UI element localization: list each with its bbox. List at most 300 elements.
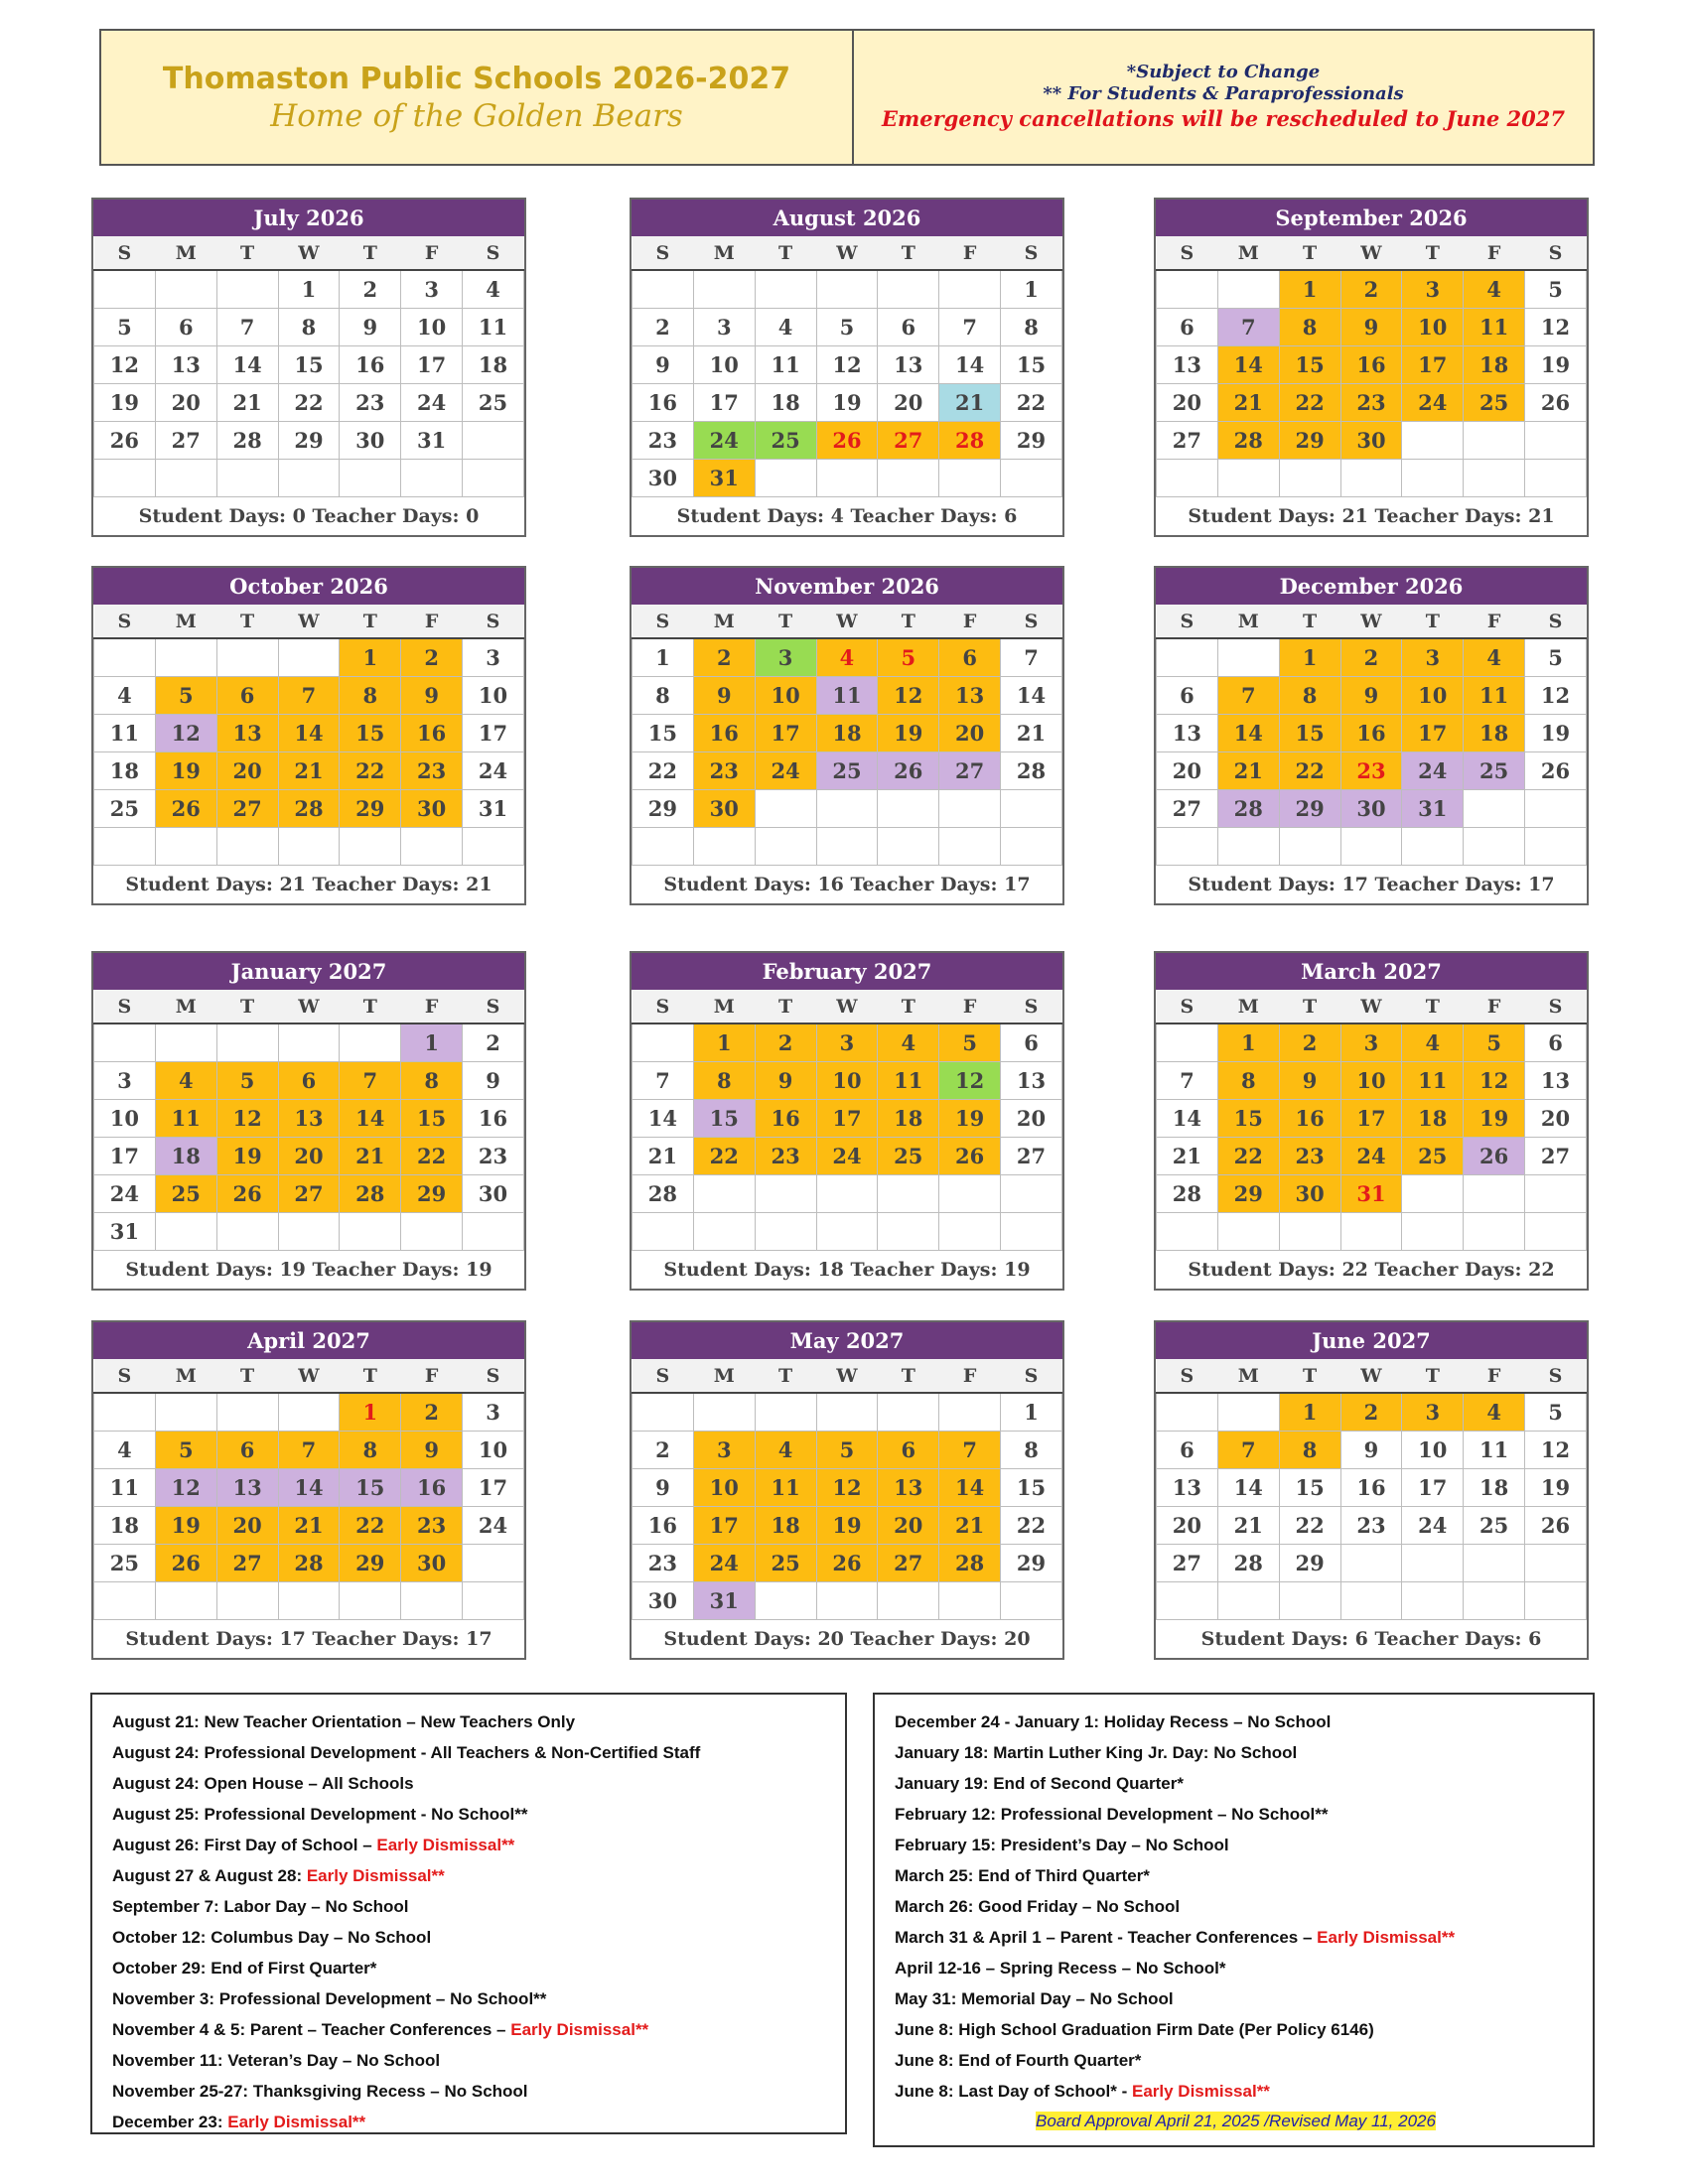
- header-banner: [99, 29, 1595, 166]
- day-cell: 8: [340, 677, 401, 715]
- day-cell: [1402, 1175, 1464, 1213]
- day-cell: 16: [1340, 715, 1402, 752]
- event-text: March 26: Good Friday – No School: [895, 1897, 1181, 1916]
- day-cell: [939, 790, 1001, 828]
- day-cell: [1001, 1582, 1062, 1620]
- day-cell: [816, 1393, 878, 1432]
- day-cell: 3: [1402, 638, 1464, 677]
- day-cell: 24: [816, 1138, 878, 1175]
- day-cell: [94, 828, 156, 866]
- event-item: [112, 1737, 829, 1768]
- event-early-dismissal: Early Dismissal**: [227, 2113, 366, 2131]
- weekday-header: T: [1279, 990, 1340, 1024]
- day-cell: 14: [633, 1100, 694, 1138]
- day-cell: 28: [1217, 1545, 1279, 1582]
- day-cell: 2: [463, 1024, 524, 1062]
- day-cell: 11: [1402, 1062, 1464, 1100]
- event-text: March 25: End of Third Quarter*: [895, 1866, 1150, 1885]
- day-cell: 16: [1279, 1100, 1340, 1138]
- day-cell: 19: [1464, 1100, 1525, 1138]
- subject-to-change-note: *Subject to Change: [1126, 62, 1321, 82]
- day-cell: 25: [1402, 1138, 1464, 1175]
- day-cell: [401, 828, 463, 866]
- day-cell: 22: [278, 384, 340, 422]
- event-text: June 8: End of Fourth Quarter*: [895, 2051, 1142, 2070]
- day-cell: 13: [878, 1469, 939, 1507]
- day-cell: 15: [1279, 1469, 1340, 1507]
- day-cell: 15: [693, 1100, 755, 1138]
- day-cell: 21: [1217, 384, 1279, 422]
- day-cell: [1157, 1024, 1218, 1062]
- day-cell: 29: [1279, 790, 1340, 828]
- weekday-header: T: [755, 990, 816, 1024]
- day-cell: 24: [1340, 1138, 1402, 1175]
- weekday-header: S: [463, 1359, 524, 1393]
- day-cell: [340, 1213, 401, 1251]
- day-cell: 10: [1340, 1062, 1402, 1100]
- day-cell: 17: [1402, 715, 1464, 752]
- day-cell: 20: [216, 1507, 278, 1545]
- day-cell: 26: [1525, 1507, 1587, 1545]
- day-cell: 21: [939, 384, 1001, 422]
- day-cell: 11: [94, 715, 156, 752]
- day-cell: 13: [1001, 1062, 1062, 1100]
- day-cell: 12: [878, 677, 939, 715]
- weekday-header: M: [1217, 236, 1279, 270]
- day-cell: 15: [1279, 715, 1340, 752]
- day-cell: 9: [1340, 309, 1402, 346]
- day-cell: [401, 1213, 463, 1251]
- day-cell: 26: [155, 1545, 216, 1582]
- day-cell: [278, 1213, 340, 1251]
- month-title: May 2027: [632, 1322, 1062, 1359]
- day-cell: 12: [155, 1469, 216, 1507]
- weekday-header: T: [1402, 605, 1464, 638]
- day-cell: 21: [216, 384, 278, 422]
- day-cell: 31: [401, 422, 463, 460]
- day-cell: [216, 460, 278, 497]
- day-cell: 13: [1525, 1062, 1587, 1100]
- day-cell: 8: [1279, 1432, 1340, 1469]
- month-day-totals: Student Days: 21 Teacher Days: 21: [125, 874, 492, 895]
- day-cell: 7: [278, 1432, 340, 1469]
- day-cell: [94, 1393, 156, 1432]
- weekday-header: S: [633, 1359, 694, 1393]
- day-cell: [878, 460, 939, 497]
- day-cell: 24: [463, 752, 524, 790]
- day-cell: 6: [878, 1432, 939, 1469]
- weekday-header: F: [939, 990, 1001, 1024]
- day-cell: 12: [939, 1062, 1001, 1100]
- day-cell: 3: [94, 1062, 156, 1100]
- day-cell: [278, 638, 340, 677]
- day-cell: 10: [1402, 1432, 1464, 1469]
- day-cell: 7: [633, 1062, 694, 1100]
- day-cell: 11: [755, 346, 816, 384]
- day-cell: 22: [1279, 384, 1340, 422]
- day-cell: 19: [94, 384, 156, 422]
- day-cell: 24: [1402, 1507, 1464, 1545]
- day-cell: 18: [755, 384, 816, 422]
- day-cell: 5: [816, 1432, 878, 1469]
- weekday-header: W: [816, 236, 878, 270]
- events-list-left: [90, 1693, 847, 2134]
- weekday-header: M: [693, 990, 755, 1024]
- day-cell: [1001, 460, 1062, 497]
- day-cell: 20: [1525, 1100, 1587, 1138]
- day-cell: 24: [1402, 384, 1464, 422]
- day-cell: [816, 1582, 878, 1620]
- day-cell: 27: [1157, 790, 1218, 828]
- day-cell: 26: [816, 422, 878, 460]
- weekday-header: T: [755, 236, 816, 270]
- event-text: December 23:: [112, 2113, 228, 2131]
- day-cell: [155, 638, 216, 677]
- day-cell: 10: [755, 677, 816, 715]
- day-cell: 2: [633, 309, 694, 346]
- weekday-header: S: [1157, 236, 1218, 270]
- day-cell: 28: [340, 1175, 401, 1213]
- event-early-dismissal: Early Dismissal**: [510, 2020, 649, 2039]
- day-cell: 27: [1157, 1545, 1218, 1582]
- day-cell: 11: [878, 1062, 939, 1100]
- day-cell: 12: [816, 346, 878, 384]
- day-cell: 20: [155, 384, 216, 422]
- day-cell: [401, 1582, 463, 1620]
- day-cell: 28: [1217, 790, 1279, 828]
- day-cell: 2: [693, 638, 755, 677]
- day-cell: [1525, 1175, 1587, 1213]
- day-cell: [1217, 638, 1279, 677]
- month-calendar: [91, 951, 526, 1291]
- day-cell: [1525, 422, 1587, 460]
- day-cell: [755, 1393, 816, 1432]
- day-cell: 24: [1402, 752, 1464, 790]
- day-cell: 16: [401, 1469, 463, 1507]
- day-cell: 20: [1157, 384, 1218, 422]
- day-cell: [1402, 460, 1464, 497]
- event-early-dismissal: Early Dismissal**: [306, 1866, 445, 1885]
- day-cell: [693, 828, 755, 866]
- weekday-header: W: [278, 990, 340, 1024]
- day-cell: 8: [693, 1062, 755, 1100]
- day-cell: 7: [1157, 1062, 1218, 1100]
- day-cell: 19: [878, 715, 939, 752]
- day-cell: 27: [878, 1545, 939, 1582]
- day-cell: 17: [693, 1507, 755, 1545]
- weekday-header: T: [216, 1359, 278, 1393]
- weekday-header: S: [1525, 236, 1587, 270]
- day-cell: 14: [939, 1469, 1001, 1507]
- day-cell: 26: [816, 1545, 878, 1582]
- weekday-header: F: [939, 1359, 1001, 1393]
- day-cell: [278, 828, 340, 866]
- event-item: [112, 2107, 829, 2137]
- day-cell: 27: [216, 1545, 278, 1582]
- day-cell: 8: [633, 677, 694, 715]
- weekday-header: S: [463, 990, 524, 1024]
- weekday-header: T: [216, 605, 278, 638]
- day-cell: 7: [1217, 1432, 1279, 1469]
- day-cell: [939, 1393, 1001, 1432]
- month-title: December 2026: [1156, 568, 1587, 605]
- day-cell: 15: [1001, 1469, 1062, 1507]
- day-cell: 4: [1464, 270, 1525, 309]
- day-cell: [1525, 1582, 1587, 1620]
- day-cell: 18: [94, 1507, 156, 1545]
- month-calendar: [1154, 951, 1589, 1291]
- event-early-dismissal: Early Dismissal**: [1317, 1928, 1456, 1947]
- day-cell: [1279, 828, 1340, 866]
- day-cell: 29: [278, 422, 340, 460]
- month-day-table: [93, 990, 524, 1251]
- day-cell: [693, 1213, 755, 1251]
- month-title: February 2027: [632, 953, 1062, 990]
- day-cell: 25: [94, 1545, 156, 1582]
- day-cell: [693, 270, 755, 309]
- weekday-header: F: [939, 605, 1001, 638]
- weekday-header: S: [1525, 1359, 1587, 1393]
- day-cell: 25: [878, 1138, 939, 1175]
- month-day-totals: Student Days: 6 Teacher Days: 6: [1200, 1628, 1542, 1650]
- day-cell: 13: [216, 715, 278, 752]
- day-cell: 12: [816, 1469, 878, 1507]
- day-cell: 25: [816, 752, 878, 790]
- day-cell: [1402, 828, 1464, 866]
- day-cell: [340, 1024, 401, 1062]
- day-cell: [463, 1213, 524, 1251]
- day-cell: [816, 270, 878, 309]
- weekday-header: S: [463, 605, 524, 638]
- day-cell: 21: [278, 1507, 340, 1545]
- event-item: [112, 1860, 829, 1891]
- day-cell: 22: [401, 1138, 463, 1175]
- day-cell: 20: [1001, 1100, 1062, 1138]
- day-cell: 9: [1279, 1062, 1340, 1100]
- day-cell: 31: [94, 1213, 156, 1251]
- day-cell: [401, 460, 463, 497]
- weekday-header: M: [1217, 990, 1279, 1024]
- weekday-header: T: [340, 990, 401, 1024]
- day-cell: 1: [340, 1393, 401, 1432]
- day-cell: 1: [1217, 1024, 1279, 1062]
- day-cell: [1157, 1582, 1218, 1620]
- day-cell: 23: [1279, 1138, 1340, 1175]
- event-item: [895, 1891, 1577, 1922]
- day-cell: 8: [1217, 1062, 1279, 1100]
- day-cell: 31: [693, 460, 755, 497]
- event-item: [895, 1983, 1577, 2014]
- day-cell: [155, 460, 216, 497]
- day-cell: [1525, 828, 1587, 866]
- weekday-header: F: [1464, 605, 1525, 638]
- day-cell: 28: [1001, 752, 1062, 790]
- day-cell: 4: [755, 309, 816, 346]
- day-cell: [216, 1393, 278, 1432]
- weekday-header: T: [340, 236, 401, 270]
- day-cell: [1279, 1582, 1340, 1620]
- board-approval-text: Board Approval April 21, 2025 /Revised May 11, 2026: [1036, 2112, 1436, 2130]
- day-cell: 6: [216, 1432, 278, 1469]
- weekday-header: F: [1464, 236, 1525, 270]
- day-cell: 6: [1001, 1024, 1062, 1062]
- day-cell: [1464, 1582, 1525, 1620]
- day-cell: [1001, 1175, 1062, 1213]
- event-text: November 4 & 5: Parent – Teacher Conferences –: [112, 2020, 511, 2039]
- event-text: April 12-16 – Spring Recess – No School*: [895, 1959, 1226, 1978]
- day-cell: [633, 828, 694, 866]
- month-calendar: [630, 951, 1064, 1291]
- day-cell: 29: [1217, 1175, 1279, 1213]
- weekday-header: S: [94, 605, 156, 638]
- day-cell: [755, 1175, 816, 1213]
- day-cell: [939, 828, 1001, 866]
- day-cell: [1217, 1213, 1279, 1251]
- day-cell: 18: [878, 1100, 939, 1138]
- day-cell: 11: [816, 677, 878, 715]
- day-cell: 23: [1340, 1507, 1402, 1545]
- day-cell: [278, 1582, 340, 1620]
- day-cell: 22: [1279, 1507, 1340, 1545]
- day-cell: [755, 1582, 816, 1620]
- weekday-header: W: [278, 1359, 340, 1393]
- day-cell: [1001, 790, 1062, 828]
- event-item: [112, 2045, 829, 2076]
- day-cell: 14: [340, 1100, 401, 1138]
- day-cell: [1402, 422, 1464, 460]
- weekday-header: F: [401, 1359, 463, 1393]
- day-cell: 6: [278, 1062, 340, 1100]
- day-cell: [1340, 1582, 1402, 1620]
- weekday-header: S: [463, 236, 524, 270]
- weekday-header: T: [755, 605, 816, 638]
- day-cell: [816, 790, 878, 828]
- day-cell: [1402, 1545, 1464, 1582]
- day-cell: [1217, 270, 1279, 309]
- day-cell: [1217, 828, 1279, 866]
- day-cell: 28: [1157, 1175, 1218, 1213]
- day-cell: 4: [463, 270, 524, 309]
- day-cell: [216, 1213, 278, 1251]
- day-cell: [939, 1213, 1001, 1251]
- day-cell: 19: [1525, 1469, 1587, 1507]
- weekday-header: S: [1001, 605, 1062, 638]
- day-cell: 21: [1001, 715, 1062, 752]
- weekday-header: W: [1340, 990, 1402, 1024]
- day-cell: 1: [401, 1024, 463, 1062]
- day-cell: 26: [1525, 384, 1587, 422]
- day-cell: 23: [1340, 752, 1402, 790]
- day-cell: 20: [1157, 752, 1218, 790]
- month-title: April 2027: [93, 1322, 524, 1359]
- weekday-header: T: [878, 236, 939, 270]
- day-cell: 31: [1340, 1175, 1402, 1213]
- day-cell: 18: [463, 346, 524, 384]
- event-text: June 8: High School Graduation Firm Date (Per Policy 6146): [895, 2020, 1374, 2039]
- day-cell: 12: [216, 1100, 278, 1138]
- day-cell: [1157, 270, 1218, 309]
- event-item: [895, 1830, 1577, 1860]
- event-item: [112, 1706, 829, 1737]
- day-cell: [878, 790, 939, 828]
- day-cell: 13: [1157, 1469, 1218, 1507]
- day-cell: [1464, 1213, 1525, 1251]
- month-day-totals: Student Days: 18 Teacher Days: 19: [663, 1259, 1031, 1281]
- day-cell: 16: [633, 1507, 694, 1545]
- day-cell: 5: [1525, 270, 1587, 309]
- day-cell: 9: [463, 1062, 524, 1100]
- weekday-header: T: [1279, 605, 1340, 638]
- month-calendar: [1154, 198, 1589, 537]
- day-cell: 30: [1340, 422, 1402, 460]
- event-text: October 29: End of First Quarter*: [112, 1959, 377, 1978]
- day-cell: 9: [1340, 1432, 1402, 1469]
- day-cell: 1: [278, 270, 340, 309]
- weekday-header: S: [633, 236, 694, 270]
- day-cell: 1: [1279, 1393, 1340, 1432]
- day-cell: 20: [216, 752, 278, 790]
- day-cell: [633, 1024, 694, 1062]
- weekday-header: T: [1279, 1359, 1340, 1393]
- day-cell: 9: [693, 677, 755, 715]
- day-cell: 27: [1525, 1138, 1587, 1175]
- month-calendar: [1154, 566, 1589, 905]
- day-cell: 29: [401, 1175, 463, 1213]
- day-cell: 13: [939, 677, 1001, 715]
- day-cell: 25: [155, 1175, 216, 1213]
- day-cell: 23: [633, 422, 694, 460]
- weekday-header: W: [278, 605, 340, 638]
- day-cell: 5: [155, 677, 216, 715]
- event-item: [112, 1768, 829, 1799]
- event-text: December 24 - January 1: Holiday Recess – No School: [895, 1712, 1332, 1731]
- day-cell: [939, 270, 1001, 309]
- weekday-header: W: [278, 236, 340, 270]
- day-cell: 4: [94, 1432, 156, 1469]
- day-cell: 21: [939, 1507, 1001, 1545]
- day-cell: 22: [1001, 1507, 1062, 1545]
- day-cell: 18: [1402, 1100, 1464, 1138]
- month-calendar: [91, 198, 526, 537]
- day-cell: [1340, 828, 1402, 866]
- day-cell: 5: [1525, 638, 1587, 677]
- day-cell: 8: [1001, 309, 1062, 346]
- day-cell: 11: [1464, 1432, 1525, 1469]
- day-cell: 25: [1464, 752, 1525, 790]
- day-cell: [463, 828, 524, 866]
- day-cell: [755, 828, 816, 866]
- day-cell: 11: [755, 1469, 816, 1507]
- day-cell: 24: [401, 384, 463, 422]
- month-day-totals: Student Days: 0 Teacher Days: 0: [138, 505, 480, 527]
- day-cell: 18: [755, 1507, 816, 1545]
- day-cell: [878, 1175, 939, 1213]
- event-text: October 12: Columbus Day – No School: [112, 1928, 432, 1947]
- day-cell: 6: [155, 309, 216, 346]
- day-cell: 31: [693, 1582, 755, 1620]
- day-cell: 13: [216, 1469, 278, 1507]
- day-cell: 25: [94, 790, 156, 828]
- day-cell: 22: [1001, 384, 1062, 422]
- event-text: February 12: Professional Development – No School**: [895, 1805, 1329, 1824]
- month-day-totals: Student Days: 20 Teacher Days: 20: [663, 1628, 1031, 1650]
- event-item: [112, 1953, 829, 1983]
- event-text: May 31: Memorial Day – No School: [895, 1989, 1174, 2008]
- day-cell: [693, 1175, 755, 1213]
- day-cell: 24: [755, 752, 816, 790]
- day-cell: 5: [155, 1432, 216, 1469]
- day-cell: 2: [1279, 1024, 1340, 1062]
